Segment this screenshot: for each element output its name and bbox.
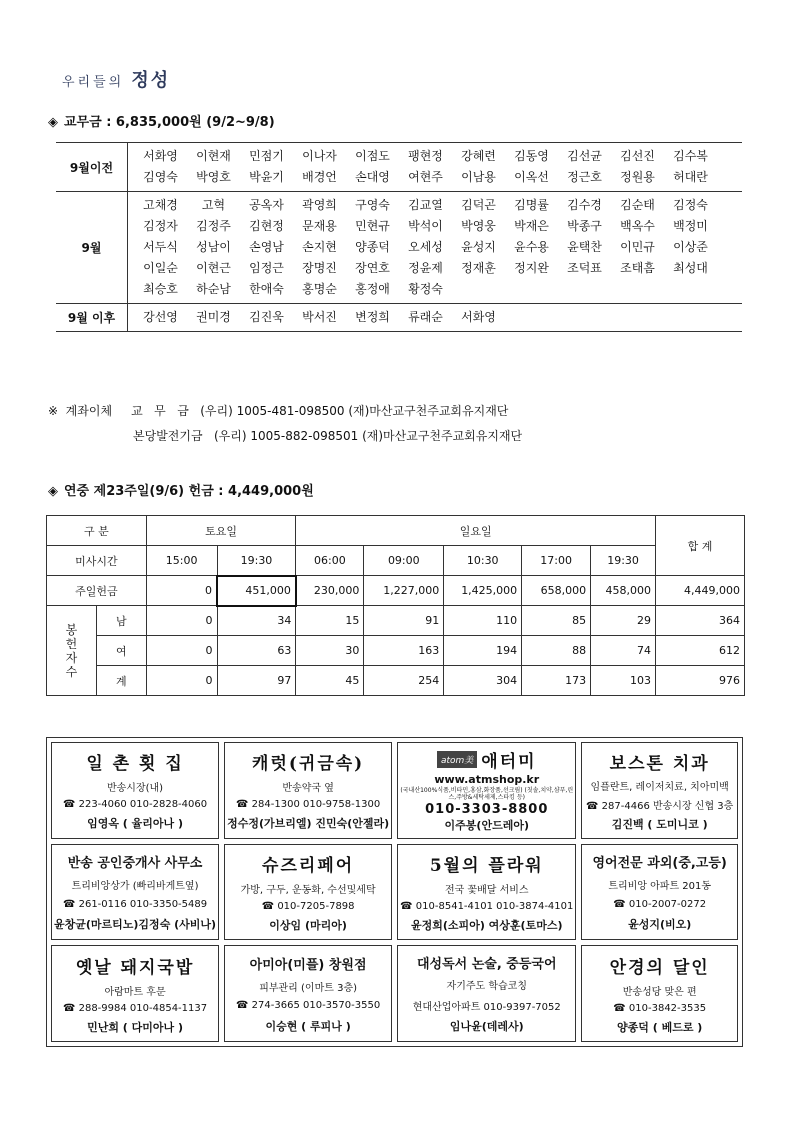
- donor-name: 정근호: [567, 170, 602, 184]
- donor-name: 백정미: [673, 219, 708, 233]
- ad-contact: 이주봉(안드레아): [444, 819, 529, 833]
- donor-name: 고채경: [143, 198, 178, 212]
- ad-phone: ☎ 223-4060 010-2828-4060: [62, 799, 208, 811]
- account-note-1: ※ 계좌이체 교 무 금 (우리) 1005-481-098500 (재)마산교구천주교회유지재단: [48, 404, 509, 418]
- donor-name: 홍정애: [355, 282, 390, 296]
- ad-card: [581, 945, 738, 1042]
- attendee-count: 63: [217, 636, 296, 666]
- ad-description: 피부관리 (이마트 3층): [259, 982, 358, 994]
- donor-name: 박종구: [567, 219, 602, 233]
- donor-name: 이남용: [461, 170, 496, 184]
- attendee-count: 173: [522, 666, 591, 696]
- label-mass-time: 미사시간: [47, 546, 147, 576]
- ad-phone: ☎ 010-2007-0272: [613, 898, 707, 910]
- collection-heading: ◈ 연중 제23주일(9/6) 헌금 : 4,449,000원: [48, 484, 314, 499]
- offering-value: 4,449,000: [656, 576, 745, 606]
- ad-description: 반송약국 옆: [282, 783, 334, 795]
- ad-card: [51, 742, 219, 839]
- donor-name: 윤수용: [514, 240, 549, 254]
- ad-contact: 윤성지(비오): [628, 918, 692, 932]
- ad-contact: 정수정(가브리엘) 진민숙(안젤라): [227, 817, 390, 831]
- attendee-count: 88: [522, 636, 591, 666]
- ad-phone: ☎ 284-1300 010-9758-1300: [236, 799, 381, 811]
- ad-card: [581, 844, 738, 941]
- attendee-count: 0: [146, 636, 217, 666]
- donor-name: 이일순: [143, 261, 178, 275]
- donor-group-row: [56, 304, 742, 332]
- donor-name: 김명률: [514, 198, 549, 212]
- donor-name: 이상준: [673, 240, 708, 254]
- donor-name: 하순남: [196, 282, 231, 296]
- donor-name: 김진욱: [249, 310, 284, 324]
- ad-contact: 임나윤(데레사): [449, 1020, 524, 1034]
- ad-description: 반송시장(내): [106, 783, 164, 795]
- donor-name: 여현주: [408, 170, 443, 184]
- donor-name: 양종덕: [355, 240, 390, 254]
- donor-name: 손지현: [302, 240, 337, 254]
- ad-phone: 현대산업아파트 010-9397-7052: [412, 1001, 561, 1013]
- donor-name: 이현재: [196, 149, 231, 163]
- donor-name: 박재은: [514, 219, 549, 233]
- donor-name: 이점도: [355, 149, 390, 163]
- mass-time: 10:30: [444, 546, 522, 576]
- donor-list: [56, 142, 742, 332]
- header-saturday: 토요일: [146, 516, 296, 546]
- donor-name: 장연호: [355, 261, 390, 275]
- offering-value: 1,227,000: [364, 576, 444, 606]
- donor-name: 김영숙: [143, 170, 178, 184]
- donor-name: 김수복: [673, 149, 708, 163]
- donor-name: 박영웅: [461, 219, 496, 233]
- donor-name: 이민규: [620, 240, 655, 254]
- donor-name: 김현정: [249, 219, 284, 233]
- ad-phone: ☎ 274-3665 010-3570-3550: [236, 1000, 381, 1012]
- ad-contact: 윤정희(소피아) 여상훈(토마스): [411, 918, 563, 932]
- attendee-count: 103: [591, 666, 656, 696]
- ad-description: 아람마트 후문: [104, 986, 166, 998]
- donor-name: 강혜련: [461, 149, 496, 163]
- donor-name: 장명진: [302, 261, 337, 275]
- ad-description: 임플란트, 레이저치료, 치아미백: [590, 781, 729, 793]
- donor-name: 박석이: [408, 219, 443, 233]
- ad-title: 대성독서 논술, 중등국어: [416, 957, 557, 973]
- donor-name: 팽현정: [408, 149, 443, 163]
- donor-name: 성남이: [196, 240, 231, 254]
- ad-title: 일 촌 횟 집: [86, 754, 184, 775]
- donor-group-label: 9월이전: [56, 143, 128, 191]
- donor-group-label: 9월: [56, 192, 128, 303]
- donor-name: 손영남: [249, 240, 284, 254]
- ad-phone: ☎ 261-0116 010-3350-5489: [62, 898, 208, 910]
- offering-value: 1,425,000: [444, 576, 522, 606]
- donor-name: 김덕곤: [461, 198, 496, 212]
- donor-name: 백옥수: [620, 219, 655, 233]
- ad-contact: 윤창균(마르티노)김정숙 (사비나): [54, 918, 217, 932]
- mass-time: 15:00: [146, 546, 217, 576]
- attendee-row-label: 여: [96, 636, 146, 666]
- header-category: 구 분: [47, 516, 147, 546]
- donor-name: 서두식: [143, 240, 178, 254]
- donor-name: 박윤기: [249, 170, 284, 184]
- donor-name: 임정근: [249, 261, 284, 275]
- donor-name: 서화영: [143, 149, 178, 163]
- donor-name: 허대란: [673, 170, 708, 184]
- ad-contact: 이상임 (마리아): [269, 918, 347, 932]
- donor-name: 강선영: [143, 310, 178, 324]
- ad-title: 캐럿(귀금속): [252, 754, 365, 775]
- ad-description: 트리비앙상가 (빠리바게트옆): [71, 881, 199, 893]
- mass-time: 17:00: [522, 546, 591, 576]
- ad-title: 아미아(미플) 창원점: [249, 957, 367, 973]
- account-note-2: 본당발전기금 (우리) 1005-882-098501 (재)마산교구천주교회유지재단: [133, 429, 523, 443]
- donor-name: 정재훈: [461, 261, 496, 275]
- donor-name: 김동영: [514, 149, 549, 163]
- donor-name: 변정희: [355, 310, 390, 324]
- ad-phone: ☎ 287-4466 반송시장 신협 3층: [586, 800, 734, 812]
- donor-name: 조덕표: [567, 261, 602, 275]
- donor-name: 김선진: [620, 149, 655, 163]
- ad-card: [51, 844, 219, 941]
- donor-name: 한애숙: [249, 282, 284, 296]
- ad-contact: 임영옥 ( 율리아나 ): [87, 817, 183, 831]
- donor-name: 민현규: [355, 219, 390, 233]
- donor-name: 윤성지: [461, 240, 496, 254]
- mass-time: 06:00: [296, 546, 364, 576]
- attendee-count: 976: [656, 666, 745, 696]
- attendee-count: 194: [444, 636, 522, 666]
- mass-time: 09:00: [364, 546, 444, 576]
- ad-card: [397, 742, 576, 839]
- donor-name: 문재용: [302, 219, 337, 233]
- donor-name: 김정주: [196, 219, 231, 233]
- donor-name: 손대영: [355, 170, 390, 184]
- donor-name: 홍명순: [302, 282, 337, 296]
- ad-contact: 이승현 ( 루피나 ): [265, 1019, 351, 1033]
- ad-title: 안경의 달인: [609, 957, 710, 978]
- ad-card: [224, 844, 392, 941]
- header-total: 합 계: [656, 516, 745, 576]
- donor-name: 김수경: [567, 198, 602, 212]
- donor-name: 민점기: [249, 149, 284, 163]
- header-sunday: 일요일: [296, 516, 656, 546]
- donor-name: 정지완: [514, 261, 549, 275]
- ad-phone: ☎ 288-9984 010-4854-1137: [62, 1002, 208, 1014]
- attendee-count: 0: [146, 606, 217, 636]
- ad-title: 애터미: [481, 752, 537, 773]
- donor-name: 구영숙: [355, 198, 390, 212]
- donor-names: [128, 143, 742, 191]
- offering-value: 451,000: [217, 576, 296, 606]
- donor-name: 정원용: [620, 170, 655, 184]
- attendee-row-label: 남: [96, 606, 146, 636]
- attendee-count: 304: [444, 666, 522, 696]
- ad-card: [51, 945, 219, 1042]
- attendee-count: 97: [217, 666, 296, 696]
- donor-name: 황정숙: [408, 282, 443, 296]
- donor-group-row: [56, 143, 742, 192]
- donor-name: 김선균: [567, 149, 602, 163]
- ad-contact: 민난희 ( 다미아나 ): [87, 1020, 183, 1034]
- attendee-count: 254: [364, 666, 444, 696]
- donor-name: 오세성: [408, 240, 443, 254]
- offering-value: 230,000: [296, 576, 364, 606]
- donor-name: 박영호: [196, 170, 231, 184]
- donor-group-row: [56, 192, 742, 304]
- donor-name: 조태흠: [620, 261, 655, 275]
- donor-name: 박서진: [302, 310, 337, 324]
- ad-grid: [46, 737, 743, 1047]
- collection-table: [46, 515, 745, 696]
- attendee-count: 34: [217, 606, 296, 636]
- donor-name: 김교열: [408, 198, 443, 212]
- ad-url: www.atmshop.kr: [434, 773, 540, 787]
- donor-name: 최성대: [673, 261, 708, 275]
- donor-name: 정윤제: [408, 261, 443, 275]
- donor-name: 배경언: [302, 170, 337, 184]
- attendee-count: 364: [656, 606, 745, 636]
- donor-name: 최승호: [143, 282, 178, 296]
- donor-name: 윤택찬: [567, 240, 602, 254]
- ad-description: 전국 꽃배달 서비스: [444, 885, 529, 897]
- ad-title: 보스톤 치과: [609, 753, 710, 774]
- donor-name: 류래순: [408, 310, 443, 324]
- ad-title: 슈즈리페어: [262, 856, 355, 877]
- attendee-count: 0: [146, 666, 217, 696]
- donor-group-label: 9월 이후: [56, 304, 128, 331]
- donor-name: 권미경: [196, 310, 231, 324]
- ad-title: 옛날 돼지국밥: [75, 957, 195, 978]
- donor-name: 서화영: [461, 310, 496, 324]
- attendee-count: 612: [656, 636, 745, 666]
- ad-title: 영어전문 과외(중,고등): [592, 855, 727, 871]
- ad-fine-print: (국내산100%식품,비타민,홍삼,화장품,선크림) (칫솔,치약,샴푸,린스,주방&세탁세제,스타킹 등): [400, 786, 574, 801]
- mass-time: 19:30: [217, 546, 296, 576]
- attendee-count: 30: [296, 636, 364, 666]
- ad-card: [581, 742, 738, 839]
- mass-time: 19:30: [591, 546, 656, 576]
- attendee-row-label: 계: [96, 666, 146, 696]
- donor-name: 이옥선: [514, 170, 549, 184]
- offering-value: 458,000: [591, 576, 656, 606]
- atom-logo: atom美: [437, 751, 477, 768]
- ad-card: [224, 742, 392, 839]
- donor-name: 고혁: [201, 198, 226, 212]
- donor-name: 이나자: [302, 149, 337, 163]
- donor-name: 공옥자: [249, 198, 284, 212]
- donor-name: 이현근: [196, 261, 231, 275]
- ad-description: 트리비앙 아파트 201동: [608, 881, 712, 893]
- donor-names: [128, 192, 742, 303]
- ad-title: 5월의 플라워: [429, 856, 544, 877]
- attendee-count: 15: [296, 606, 364, 636]
- teaching-fund-heading: ◈ 교무금 : 6,835,000원 (9/2~9/8): [48, 115, 275, 130]
- donor-name: 김정자: [143, 219, 178, 233]
- ad-brand: [437, 747, 537, 772]
- ad-description: 반송성당 맞은 편: [622, 986, 697, 998]
- ad-phone: ☎ 010-8541-4101 010-3874-4101: [400, 900, 574, 912]
- ad-card: [224, 945, 392, 1042]
- attendee-count: 85: [522, 606, 591, 636]
- ad-phone: ☎ 010-7205-7898: [261, 900, 355, 912]
- donor-name: 김순태: [620, 198, 655, 212]
- attendee-count: 163: [364, 636, 444, 666]
- label-attendees: 봉 헌 자 수: [47, 606, 97, 696]
- attendee-count: 45: [296, 666, 364, 696]
- attendee-count: 91: [364, 606, 444, 636]
- ad-title: 반송 공인중개사 사무소: [67, 855, 203, 871]
- page-title: 우리들의 정성: [62, 70, 171, 91]
- ad-phone: ☎ 010-3842-3535: [613, 1002, 707, 1014]
- attendee-count: 29: [591, 606, 656, 636]
- ad-card: [397, 945, 576, 1042]
- ad-description: 자기주도 학습코칭: [446, 981, 527, 993]
- offering-value: 658,000: [522, 576, 591, 606]
- donor-name: 김정숙: [673, 198, 708, 212]
- offering-value: 0: [146, 576, 217, 606]
- ad-phone: 010-3303-8800: [425, 801, 549, 817]
- attendee-count: 74: [591, 636, 656, 666]
- donor-names: [128, 304, 742, 331]
- attendee-count: 110: [444, 606, 522, 636]
- label-offering: 주일헌금: [47, 576, 147, 606]
- ad-card: [397, 844, 576, 941]
- ad-contact: 김진백 ( 도미니코 ): [611, 817, 708, 831]
- donor-name: 곽영희: [302, 198, 337, 212]
- ad-contact: 양종덕 ( 베드로 ): [617, 1020, 703, 1034]
- ad-description: 가방, 구두, 운동화, 수선및세탁: [240, 885, 376, 897]
